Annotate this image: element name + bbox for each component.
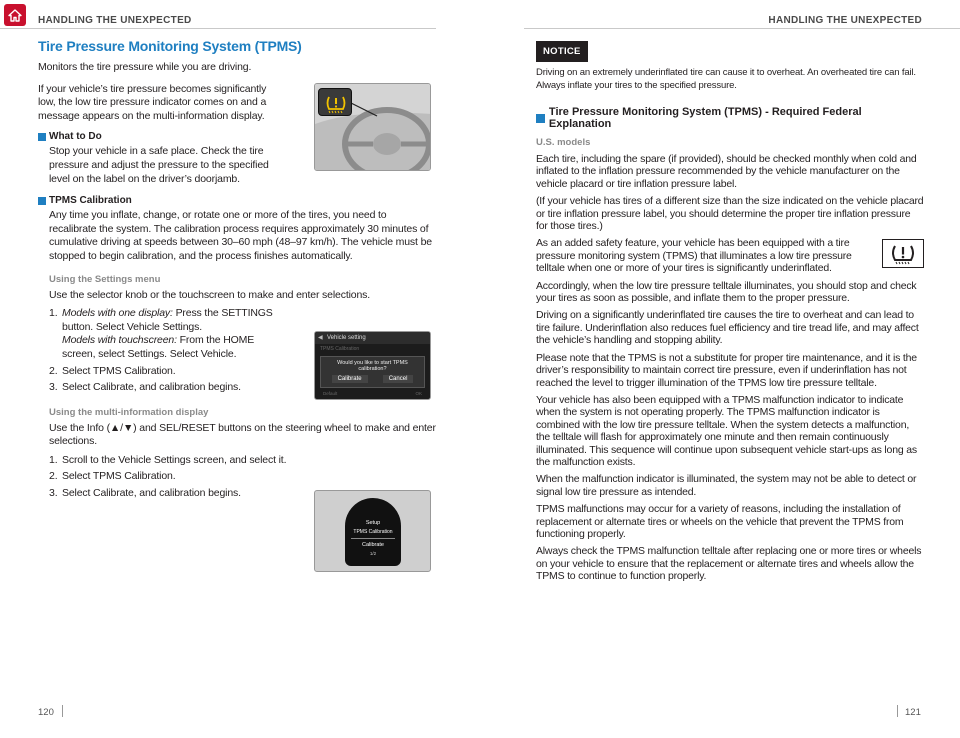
notice-badge: NOTICE xyxy=(536,41,588,62)
tpms-warning-icon xyxy=(318,88,352,116)
settings-menu-heading: Using the Settings menu xyxy=(49,273,161,285)
fed-paragraph: Always check the TPMS malfunction telltale after replacing one or more tires or wheels on your vehicle to ensure that the replacement or alternate tires and wheels allow the TPMS to continue to function properly. xyxy=(536,545,922,583)
dialog-title: Vehicle setting xyxy=(327,335,366,341)
us-models-label: U.S. models xyxy=(536,137,591,148)
settings-step-2: 2. Select TPMS Calibration. xyxy=(49,364,176,377)
home-icon[interactable] xyxy=(4,4,26,26)
dialog-question: Would you like to start TPMS calibration? xyxy=(337,360,408,372)
right-running-header: HANDLING THE UNEXPECTED xyxy=(768,15,922,26)
settings-step-3: 3. Select Calibrate, and calibration begins. xyxy=(49,381,241,394)
right-page xyxy=(536,41,924,588)
what-to-do-body: Stop your vehicle in a safe place. Check the tire pressure and adjust the pressure to the specified level on the label on the driver’s doorjamb. xyxy=(49,145,269,185)
mid-page-indicator: 1/2 xyxy=(369,551,377,556)
mid-step-2: 2. Select TPMS Calibration. xyxy=(49,470,176,483)
calibration-heading: TPMS Calibration xyxy=(38,195,436,206)
section-bullet-icon xyxy=(38,133,46,141)
right-header-rule xyxy=(524,28,960,29)
fed-paragraph: When the malfunction indicator is illuminated, the system may not be able to detect or signal low tire pressure as intended. xyxy=(536,473,917,498)
mid-step-1: 1. Scroll to the Vehicle Settings screen, and select it. xyxy=(49,453,287,466)
intro-text: Monitors the tire pressure while you are driving. xyxy=(38,61,252,73)
section-bullet-icon xyxy=(38,197,46,205)
calibrate-button[interactable]: Calibrate xyxy=(332,375,368,383)
notice-text: Driving on an extremely underinflated tire can cause it to overheat. An overheated tire can fail. Always inflate your tires to the specified pressure. xyxy=(536,67,916,91)
left-running-header: HANDLING THE UNEXPECTED xyxy=(38,15,192,26)
fed-paragraph: Please note that the TPMS is not a substitute for proper tire maintenance, and it is the driver’s responsibility to maintain correct tire pressure, even if underinflation has not reached the level to trigger illumination of the TPMS low tire pressure telltale. xyxy=(536,351,917,389)
mid-display-heading: Using the multi-information display xyxy=(49,406,209,418)
left-page-number: 120 xyxy=(38,707,54,718)
fed-paragraph: Driving on a significantly underinflated tire causes the tire to overheat and can lead to tire failure. Underinflation also reduces fuel efficiency and tire tread life, and may affect the vehicle’s handling and stopping ability. xyxy=(536,309,919,347)
fed-paragraph: (If your vehicle has tires of a different size than the size indicated on the vehicle placard or tire inflation pressure label, you should determine the proper tire inflation pressure for those tires.) xyxy=(536,195,924,233)
fed-paragraph: As an added safety feature, your vehicle has been equipped with a tire pressure monitoring system (TPMS) that illuminates a low tire pressure telltale when one or more of your tires is significantly underinflated. xyxy=(536,237,852,275)
touchscreen-image: ◀ Vehicle setting TPMS Calibration Would you like to start TPMS calibration? Calibrate Cancel Default OK xyxy=(314,331,431,400)
federal-explanation-heading: Tire Pressure Monitoring System (TPMS) - Required Federal Explanation xyxy=(536,106,924,130)
page-title: Tire Pressure Monitoring System (TPMS) xyxy=(38,38,302,54)
what-to-do-heading: What to Do xyxy=(38,131,436,142)
cancel-button[interactable]: Cancel xyxy=(383,375,414,383)
mid-display-intro: Use the Info (▲/▼) and SEL/RESET buttons on the steering wheel to make and enter selections. xyxy=(49,421,436,448)
fed-paragraph: Your vehicle has also been equipped with a TPMS malfunction indicator to indicate when the system is not operating properly. The TPMS malfunction indicator is combined with the low tire pressure telltale. When the system detects a malfunction, the telltale will flash for approximately one minute and then remain continuously illuminated. This sequence will continue upon subsequent vehicle start-ups as long as the malfunction exists. xyxy=(536,393,917,468)
mid-calibrate-option: Calibrate xyxy=(361,542,384,548)
dashboard-image xyxy=(314,83,431,171)
settings-menu-intro: Use the selector knob or the touchscreen to make and enter selections. xyxy=(49,288,371,301)
mid-tpms-label: TPMS Calibration xyxy=(353,529,393,535)
mid-step-3: 3. Select Calibrate, and calibration begins. xyxy=(49,487,241,500)
mid-setup-label: Setup xyxy=(365,520,381,526)
low-pressure-paragraph: If your vehicle’s tire pressure becomes significantly low, the low tire pressure indicator comes on and a message appears on the multi-information display. xyxy=(38,82,267,122)
dialog-ok-label: OK xyxy=(415,391,422,396)
left-footer-divider xyxy=(62,705,63,717)
right-footer-divider xyxy=(897,705,898,717)
dialog-menu-item: TPMS Calibration xyxy=(320,346,360,352)
dialog-default-label: Default xyxy=(323,391,338,396)
fed-paragraph: TPMS malfunctions may occur for a variety of reasons, including the installation of replacement or alternate tires or wheels on the vehicle that prevent the TPMS from functioning properly. xyxy=(536,503,904,540)
fed-paragraph: Accordingly, when the low tire pressure telltale illuminates, you should stop and check your tires as soon as possible, and inflate them to the proper pressure. xyxy=(536,279,917,305)
calibration-body: Any time you inflate, change, or rotate one or more of the tires, you need to recalibrate the system. The calibration process requires approximately 30 minutes of cumulative driving at speeds between 30–60 mph (48–97 km/h). The vehicle must be stopped to begin calibration, and the process finishes automatically. xyxy=(49,209,432,262)
settings-step-1: 1. Models with one display: Press the SETTINGS button. Select Vehicle Settings. Models with touchscreen: From the HOME screen, select Settings. Select Vehicle. xyxy=(49,307,273,360)
fed-paragraph: Each tire, including the spare (if provided), should be checked monthly when cold and inflated to the inflation pressure recommended by the vehicle manufacturer on the vehicle placard or tire inflation pressure label. xyxy=(536,153,917,190)
right-page-number: 121 xyxy=(905,707,921,718)
mid-display-image xyxy=(314,490,431,572)
left-header-rule xyxy=(0,28,436,29)
section-bullet-icon xyxy=(536,114,545,123)
federal-explanation-body xyxy=(536,137,924,583)
tpms-warning-icon xyxy=(882,239,924,268)
